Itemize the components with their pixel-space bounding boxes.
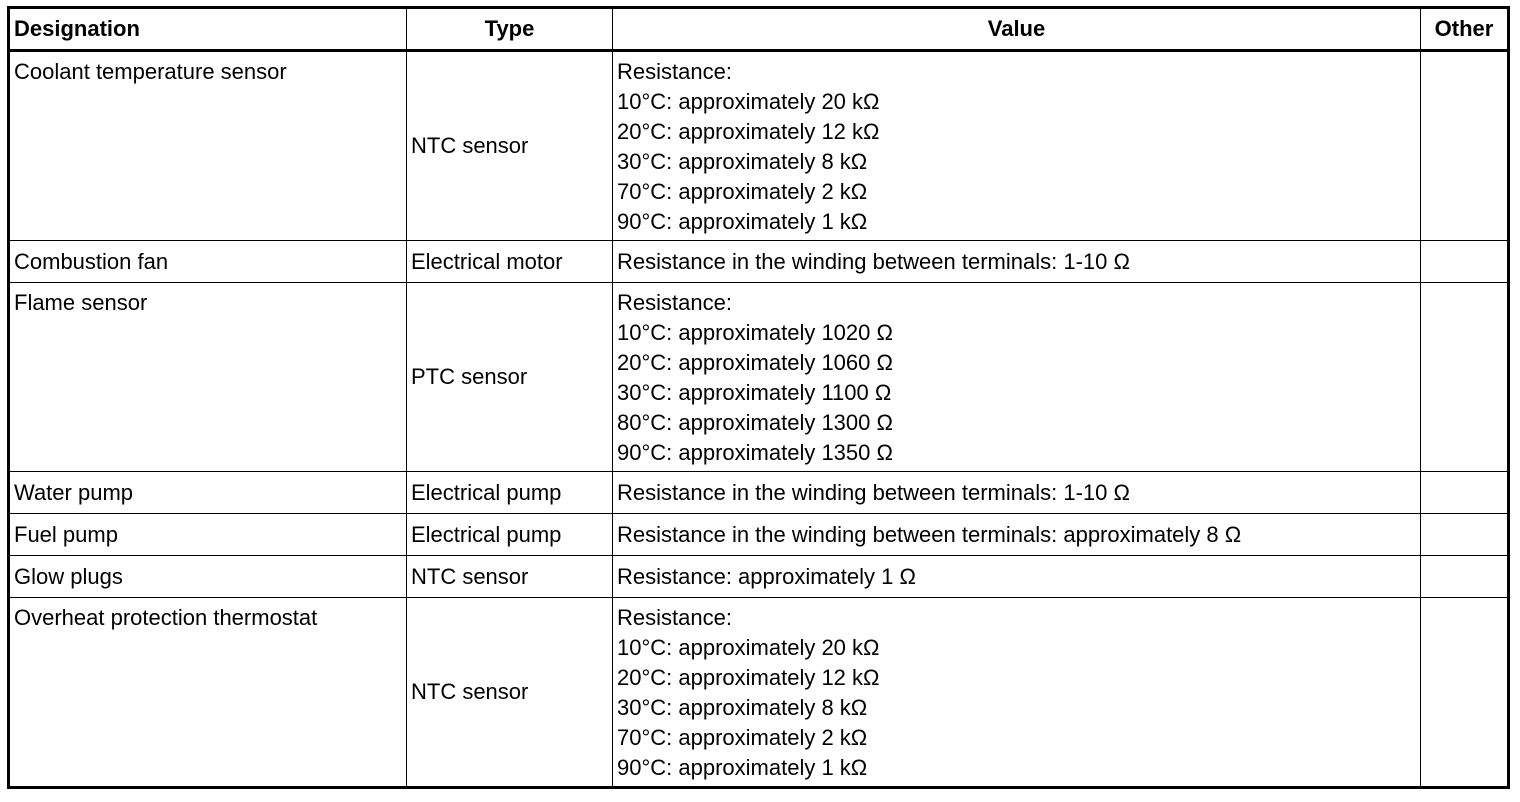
value-line: 10°C: approximately 20 kΩ <box>617 89 880 114</box>
cell-designation: Combustion fan <box>9 241 407 283</box>
table-row <box>9 51 1509 241</box>
value-line: 30°C: approximately 8 kΩ <box>617 695 868 720</box>
value-line: 10°C: approximately 1020 Ω <box>617 320 893 345</box>
cell-type: PTC sensor <box>407 283 613 472</box>
cell-value <box>613 598 1421 788</box>
cell-value <box>613 472 1421 514</box>
value-line: 80°C: approximately 1300 Ω <box>617 410 893 435</box>
cell-other <box>1421 514 1509 556</box>
header-row <box>9 8 1509 51</box>
cell-designation: Water pump <box>9 472 407 514</box>
cell-type: NTC sensor <box>407 598 613 788</box>
component-spec-table <box>7 6 1510 789</box>
cell-designation: Flame sensor <box>9 283 407 472</box>
value-line: Resistance in the winding between terminals: approximately 8 Ω <box>617 521 1242 547</box>
cell-designation: Glow plugs <box>9 556 407 598</box>
value-line: 10°C: approximately 20 kΩ <box>617 635 880 660</box>
cell-type: Electrical pump <box>407 472 613 514</box>
cell-value <box>613 241 1421 283</box>
cell-type: Electrical pump <box>407 514 613 556</box>
cell-designation: Overheat protection thermostat <box>9 598 407 788</box>
cell-other <box>1421 51 1509 241</box>
value-line: Resistance: <box>617 59 732 84</box>
value-line: 70°C: approximately 2 kΩ <box>617 725 868 750</box>
cell-designation: Coolant temperature sensor <box>9 51 407 241</box>
value-line: 70°C: approximately 2 kΩ <box>617 179 868 204</box>
value-line: Resistance: <box>617 605 732 630</box>
cell-other <box>1421 283 1509 472</box>
cell-other <box>1421 556 1509 598</box>
table-row <box>9 514 1509 556</box>
table-body <box>9 51 1509 788</box>
table-header <box>9 8 1509 51</box>
table-row <box>9 472 1509 514</box>
value-line: 30°C: approximately 8 kΩ <box>617 149 868 174</box>
value-line: Resistance: approximately 1 Ω <box>617 563 916 589</box>
value-line: Resistance in the winding between terminals: 1-10 Ω <box>617 248 1130 274</box>
cell-type: NTC sensor <box>407 556 613 598</box>
cell-other <box>1421 598 1509 788</box>
cell-value <box>613 51 1421 241</box>
cell-value <box>613 514 1421 556</box>
table-row <box>9 241 1509 283</box>
table-row <box>9 283 1509 472</box>
cell-value <box>613 556 1421 598</box>
value-line: 20°C: approximately 12 kΩ <box>617 119 880 144</box>
cell-other <box>1421 241 1509 283</box>
value-line: 20°C: approximately 12 kΩ <box>617 665 880 690</box>
table-row <box>9 556 1509 598</box>
cell-other <box>1421 472 1509 514</box>
value-line: 90°C: approximately 1 kΩ <box>617 209 868 234</box>
cell-type: Electrical motor <box>407 241 613 283</box>
header-other: Other <box>1421 8 1509 51</box>
table-row <box>9 598 1509 788</box>
header-designation: Designation <box>9 8 407 51</box>
value-line: Resistance: <box>617 290 732 315</box>
header-value: Value <box>613 8 1421 51</box>
value-line: 90°C: approximately 1 kΩ <box>617 755 868 780</box>
value-line: 90°C: approximately 1350 Ω <box>617 440 893 465</box>
header-type: Type <box>407 8 613 51</box>
cell-type: NTC sensor <box>407 51 613 241</box>
value-line: 30°C: approximately 1100 Ω <box>617 380 892 405</box>
value-line: Resistance in the winding between terminals: 1-10 Ω <box>617 479 1130 505</box>
value-line: 20°C: approximately 1060 Ω <box>617 350 893 375</box>
cell-designation: Fuel pump <box>9 514 407 556</box>
cell-value <box>613 283 1421 472</box>
